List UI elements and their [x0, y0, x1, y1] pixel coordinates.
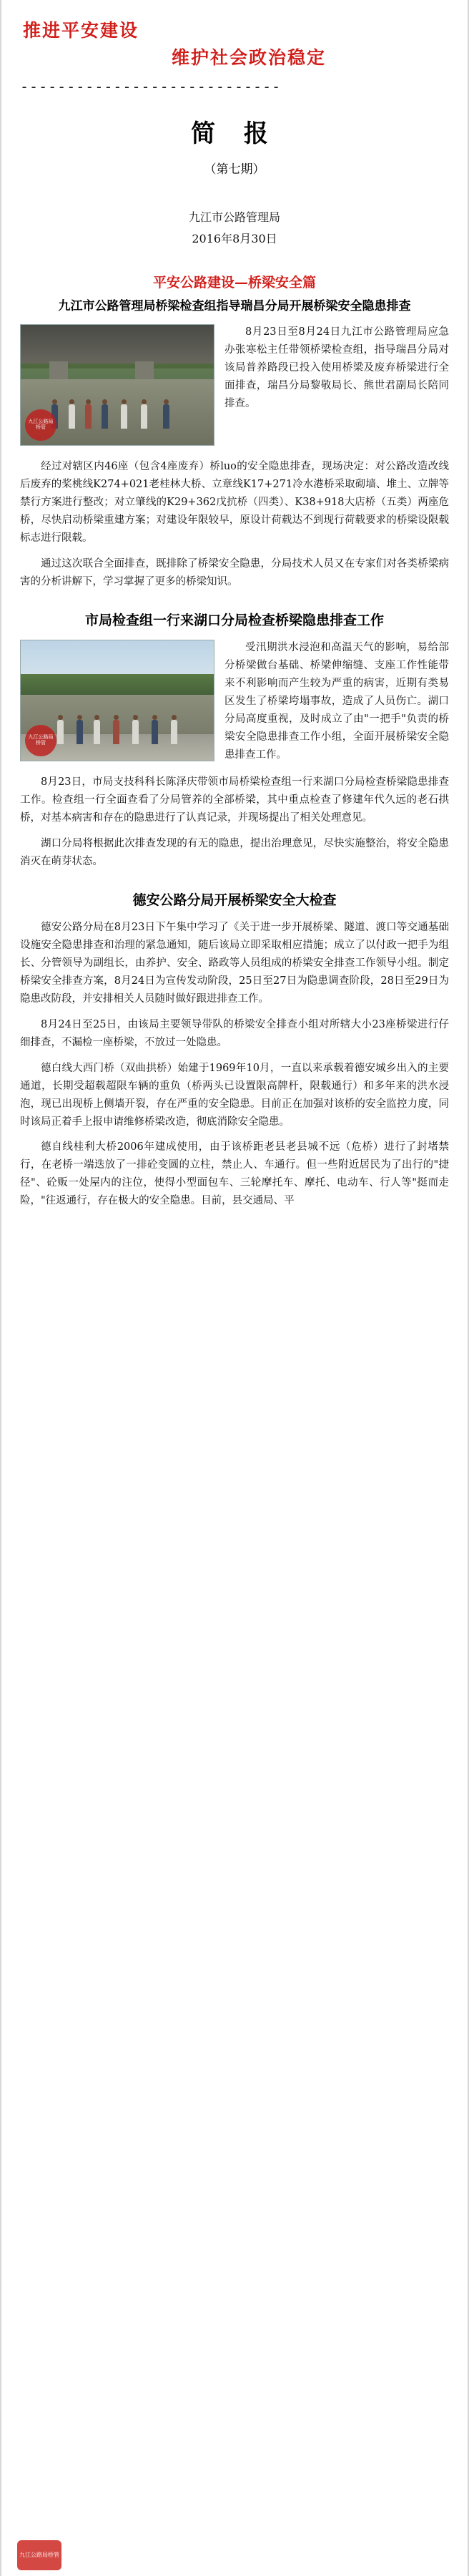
title-block	[20, 114, 449, 177]
article-title-3: 德安公路分局开展桥梁安全大检查	[132, 892, 337, 908]
watermark-stamp: 九江公路局桥管	[25, 409, 56, 441]
photo-person	[152, 720, 158, 744]
photo-person	[85, 404, 92, 429]
page-title: 简 报	[191, 119, 278, 148]
figure-2	[20, 640, 214, 761]
photo-person	[102, 404, 108, 429]
photo-people-group	[51, 388, 190, 429]
masthead-line-2: 维护社会政治稳定	[171, 47, 326, 68]
figure-1	[20, 324, 214, 446]
photo-person	[69, 404, 75, 429]
paragraph: 湖口分局将根据此次排查发现的有无的隐患，提出治理意见，尽快实施整治，将安全隐患消灭在萌芽状态。	[20, 837, 449, 867]
paragraph: 8月24日至25日，由该局主要领导带队的桥梁安全排查小组对所辖大小23座桥梁进行仔细排查，不漏检一座桥梁，不放过一处隐患。	[20, 1018, 449, 1048]
photo-bridge-inspection	[20, 324, 214, 446]
photo-person	[132, 720, 139, 744]
masthead-line-1: 推进平安建设	[23, 20, 139, 41]
article-title-2: 市局检查组一行来湖口分局检查桥梁隐患排查工作	[84, 612, 384, 628]
watermark-stamp: 九江公路局桥管	[25, 725, 56, 756]
organization-block	[20, 207, 449, 250]
photo-person	[57, 720, 64, 744]
top-margin	[20, 0, 449, 10]
org-date: 2016年8月30日	[192, 232, 277, 246]
photo-person	[94, 720, 100, 744]
paragraph: 8月23日，市局支技科科长陈泽庆带领市局桥梁检查组一行来湖口分局检查桥梁隐患排查工作。检查组一行全面查看了分局管养的全部桥梁，其中重点检查了修建年代久远的老石拱桥，对基本病害和存在的隐患进行了认真记录，并现场提出了相关处理意见。	[20, 776, 449, 824]
paragraph: 经过对辖区内46座（包含4座废弃）桥luo的安全隐患排查，现场决定：对公路改造改线后废弃的桨桃线K274+021老桂林大桥、立章线K17+271冷水港桥采取砌墙、堆土、立牌等禁行方案进行整改；对立肇线的K29+362戊抗桥（四类）、K38+918大店桥（五类）两座危桥，尽快启动桥梁重建方案；对建设年限较早，原设计荷载达不到现行荷载要求的桥梁设限载标志进行限载。	[20, 461, 449, 544]
issue-number: （第七期）	[204, 162, 265, 177]
photo-person	[163, 404, 169, 429]
paragraph: 德自线桂利大桥2006年建成使用，由于该桥距老县老县城不远（危桥）进行了封堵禁行，在老桥一端迭放了一排砼变圆的立柱，禁止人、车通行。但一些附近居民为了出行的"捷径"、砼贩一处屋内的注位，使得小型面包车、三轮摩托车、摩托、电动车、行人等"挺而走险，"往返通行，存在极大的安全隐患。目前，县交通局、平	[20, 1141, 449, 1207]
photo-person	[121, 404, 127, 429]
paragraph: 德安公路分局在8月23日下午集中学习了《关于进一步开展桥梁、隧道、渡口等交通基础设施安全隐患排查和治理的紧急通知，随后该局立即采取相应措施；成立了以付政一把手为组长、分管领导为副组长，由养护、安全、路政等人员组成的桥梁安全排查工作领导小组。制定桥梁安全排查方案，8月24日为宣传发动阶段，25日至27日为隐患调查阶段，28日至29日为隐患改防段，并安排相关人员随时做好跟进排查工作。	[20, 922, 449, 1005]
section-kicker-1: 平安公路建设—桥梁安全篇	[152, 274, 316, 291]
photo-person	[113, 720, 119, 744]
org-name: 九江市公路管理局	[188, 210, 280, 224]
photo-person	[141, 404, 147, 429]
photo-riverbank-inspection	[20, 640, 214, 761]
paragraph: 8月23日至8月24日九江市公路管理局应急办张寒松主任带领桥梁检查组，指导瑞昌分局对该局普养路段已投入使用桥梁及废弃桥梁进行全面排查，瑞昌分局黎敬局长、熊世君副局长陪同排查。	[224, 326, 449, 409]
photo-person	[76, 720, 83, 744]
photo-trees	[21, 674, 214, 696]
masthead	[20, 10, 449, 74]
paragraph: 德白线大西门桥（双曲拱桥）始建于1969年10月，一直以来承载着德安城乡出入的主要通道，长期受超载超限车辆的重负（桥两头已设置限高牌杆，限载通行）和多年来的洪水浸泡，现已出现桥上侧墙开裂，存在严重的安全隐患。目前正在加强对该桥的安全监控力度，同时该局正着手上报申请维修桥梁改造，彻底消除安全隐患。	[20, 1062, 449, 1128]
dashed-divider: ----------------------------	[20, 78, 282, 89]
photo-people-group	[51, 703, 190, 743]
paragraph: 通过这次联合全面排查，既排除了桥梁安全隐患，分局技术人员又在专家们对各类桥梁病害的分析讲解下，学习掌握了更多的桥梁知识。	[20, 557, 449, 587]
photo-person	[171, 720, 177, 744]
article-title-1: 九江市公路管理局桥梁检查组指导瑞昌分局开展桥梁安全隐患排查	[58, 298, 411, 313]
paragraph: 受汛期洪水浸泡和高温天气的影响，易给部分桥梁做台基础、桥梁伸缩缝、支座工作性能带来不利影响而产生较为严重的病害，近期有类易区发生了桥梁垮塌事故，造成了人员伤亡。湖口分局高度重视，及时成立了由"一把手"负责的桥梁安全隐患排查工作小组，全面开展桥梁安全隐患排查工作。	[224, 642, 449, 761]
footer-logo: 九江公路局桥管	[17, 2540, 61, 2570]
